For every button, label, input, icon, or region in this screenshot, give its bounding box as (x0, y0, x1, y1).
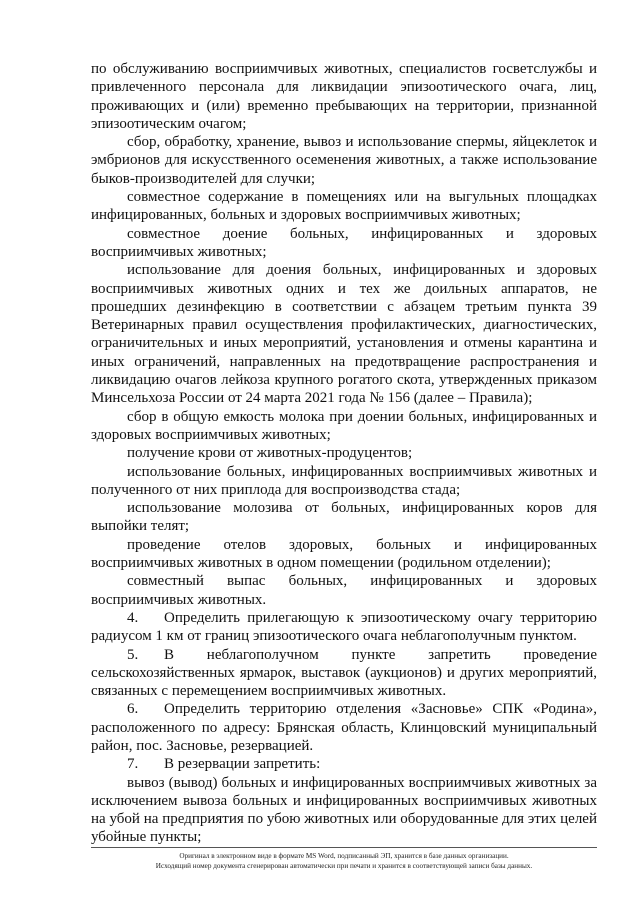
paragraph (91, 133, 597, 188)
paragraph-text: сбор, обработку, хранение, вывоз и использование спермы, яйцеклеток и эмбрионов для искусственного осеменения животных, а также использование быков-производителей для случки; (91, 134, 597, 187)
paragraph-text: совместное доение больных, инфицированных и здоровых восприимчивых животных; (91, 225, 597, 260)
paragraph-text: получение крови от животных-продуцентов; (127, 445, 413, 462)
paragraph (91, 60, 597, 133)
paragraph-text: Определить прилегающую к эпизоотическому очагу территорию радиусом 1 км от границ эпизоотического очага неблагополучным пунктом. (91, 609, 597, 645)
paragraph-text: Определить территорию отделения «Засновье» СПК «Родина», расположенного по адресу: Брянская область, Клинцовский муниципальный район, пос. Засновье, резервацией. (91, 701, 597, 754)
numbered-paragraph (91, 700, 597, 755)
paragraph-text: сбор в общую емкость молока при доении больных, инфицированных и здоровых восприимчивых животных; (91, 408, 597, 443)
paragraph-number: 7. (127, 756, 139, 773)
paragraph (91, 774, 597, 847)
numbered-paragraph (91, 755, 597, 773)
paragraph-number: 6. (127, 701, 139, 718)
paragraph-text: использование молозива от больных, инфицированных коров для выпойки телят; (91, 500, 597, 535)
paragraph-text: совместный выпас больных, инфицированных и здоровых восприимчивых животных. (91, 573, 597, 608)
paragraph (91, 261, 597, 407)
paragraph (91, 499, 597, 536)
numbered-paragraph (91, 609, 597, 646)
paragraph (91, 408, 597, 445)
paragraph-number: 4. (127, 609, 139, 626)
numbered-paragraph (91, 646, 597, 701)
paragraph (91, 463, 597, 500)
document-body (91, 60, 597, 847)
paragraph-text: по обслуживанию восприимчивых животных, специалистов госветслужбы и привлеченного персонала для ликвидации эпизоотического очага, лиц, проживающих и (или) временно пребывающих на территории, признанной эпизоотическим очагом; (91, 61, 597, 132)
paragraph-text: вывоз (вывод) больных и инфицированных восприимчивых животных за исключением вывоза больных и инфицированных восприимчивых животных на убой на предприятия по убою животных или оборудованные для этих целей убойные пункты; (91, 774, 597, 846)
footer-note (91, 851, 597, 871)
footer-divider (91, 847, 597, 848)
paragraph (91, 572, 597, 609)
footer-line-1: Оригинал в электронном виде в формате MS Word, подписанный ЭП, хранится в базе данных организации. (179, 852, 509, 860)
paragraph (91, 444, 597, 462)
paragraph-text: использование больных, инфицированных восприимчивых животных и полученного от них приплода для воспроизводства стада; (91, 463, 597, 498)
footer-line-2: Исходящий номер документа сгенерирован автоматически при печати и хранится в соответствующей записи базы данных. (155, 862, 533, 870)
paragraph-text: В резервации запретить: (164, 756, 321, 773)
paragraph (91, 536, 597, 573)
paragraph (91, 188, 597, 225)
paragraph-text: использование для доения больных, инфицированных и здоровых восприимчивых животных одних и тех же доильных аппаратов, не прошедших дезинфекцию в соответствии с абзацем третьим пункта 39 Ветеринарных правил осуществления профилактических, диагностических, ограничительных и иных мероприятий, установления и отмены карантина и иных ограничений, направленных на предотвращение распространения и ликвидацию очагов лейкоза крупного рогатого скота, утвержденных приказом Минсельхоза России от 24 марта 2021 года № 156 (далее – Правила); (91, 262, 597, 407)
paragraph-text: проведение отелов здоровых, больных и инфицированных восприимчивых животных в одном помещении (родильном отделении); (91, 536, 597, 572)
paragraph-text: В неблагополучном пункте запретить проведение сельскохозяйственных ярмарок, выставок (аукционов) и других мероприятий, связанных с перемещением восприимчивых животных. (91, 646, 597, 700)
paragraph-text: совместное содержание в помещениях или на выгульных площадках инфицированных, больных и здоровых восприимчивых животных; (91, 189, 597, 224)
paragraph (91, 225, 597, 262)
paragraph-number: 5. (127, 646, 139, 663)
